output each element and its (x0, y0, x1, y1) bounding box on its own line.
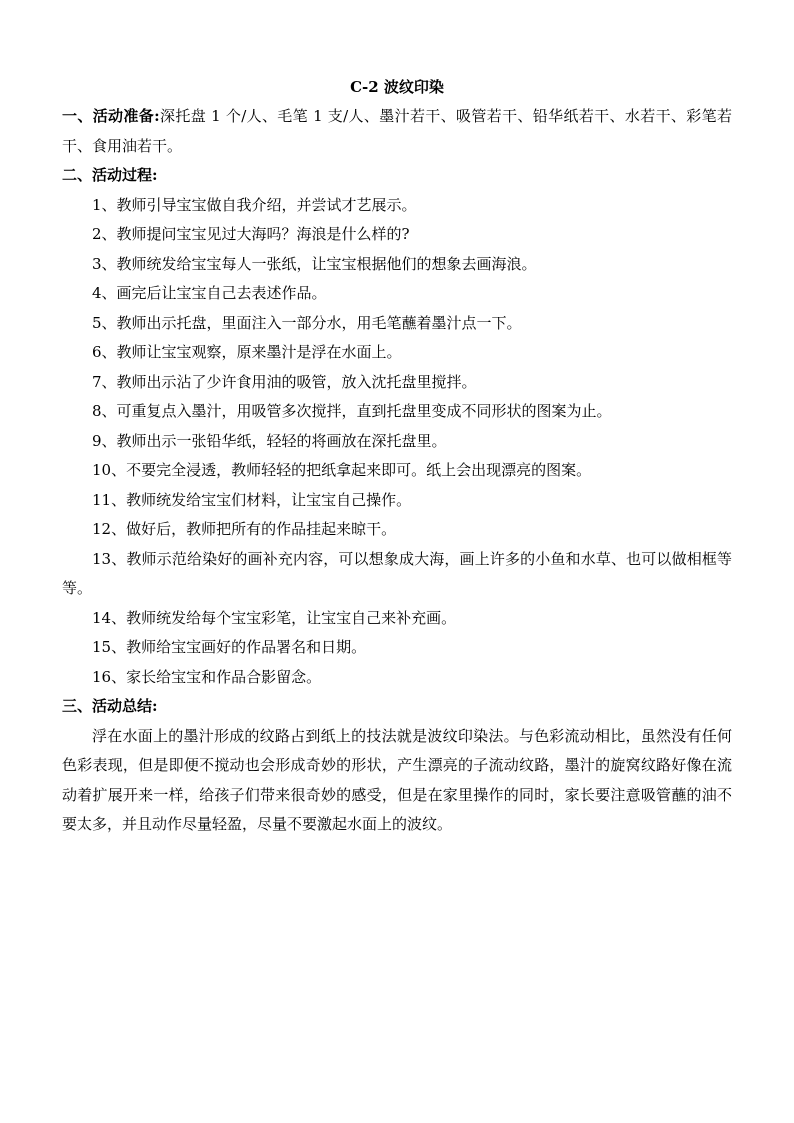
process-step: 12、做好后，教师把所有的作品挂起来晾干。 (92, 520, 397, 538)
preparation-paragraph (62, 102, 732, 161)
process-step: 15、教师给宝宝画好的作品署名和日期。 (92, 638, 367, 656)
process-step: 11、教师统发给宝宝们材料，让宝宝自己操作。 (92, 490, 412, 509)
process-steps-list (62, 191, 732, 693)
preparation-heading: 一、活动准备: (62, 107, 160, 125)
process-step: 16、家长给宝宝和作品合影留念。 (92, 667, 322, 686)
process-step: 14、教师统发给每个宝宝彩笔，让宝宝自己来补充画。 (92, 608, 457, 627)
process-step: 6、教师让宝宝观察，原来墨汁是浮在水面上。 (92, 343, 402, 361)
summary-paragraph: 浮在水面上的墨汁形成的纹路占到纸上的技法就是波纹印染法。与色彩流动相比，虽然没有任何色彩表现，但是即便不搅动也会形成奇妙的形状，产生漂亮的子流动纹路，墨汁的旋窝纹路好像在流动着扩展开来一样，给孩子们带来很奇妙的感受，但是在家里操作的同时，家长要注意吸管蘸的油不要太多，并且动作尽量轻盈，尽量不要激起水面上的波纹。 (62, 726, 732, 833)
process-step: 10、不要完全浸透，教师轻轻的把纸拿起来即可。纸上会出现漂亮的图案。 (92, 461, 592, 479)
document-page (62, 76, 732, 840)
process-step: 13、教师示范给染好的画补充内容，可以想象成大海，画上许多的小鱼和水草、也可以做相框等等。 (62, 549, 732, 597)
document-title: C-2 波纹印染 (350, 78, 444, 96)
summary-heading: 三、活动总结: (62, 697, 158, 715)
process-step: 3、教师统发给宝宝每人一张纸，让宝宝根据他们的想象去画海浪。 (92, 254, 537, 273)
preparation-text: 深托盘 1 个/人、毛笔 1 支/人、墨汁若干、吸管若干、铅华纸若干、水若干、彩笔若干、食用油若干。 (62, 107, 732, 155)
process-step: 1、教师引导宝宝做自我介绍，并尝试才艺展示。 (92, 195, 417, 214)
process-step: 8、可重复点入墨汁，用吸管多次搅拌，直到托盘里变成不同形状的图案为止。 (92, 402, 612, 420)
process-step: 9、教师出示一张铅华纸，轻轻的将画放在深托盘里。 (92, 431, 447, 450)
process-step: 5、教师出示托盘，里面注入一部分水，用毛笔蘸着墨汁点一下。 (92, 313, 522, 332)
process-step: 4、画完后让宝宝自己去表述作品。 (92, 284, 327, 302)
process-step: 7、教师出示沾了少许食用油的吸管，放入沈托盘里搅拌。 (92, 372, 477, 391)
process-step: 2、教师提问宝宝见过大海吗？海浪是什么样的? (92, 225, 410, 243)
process-heading: 二、活动过程: (62, 166, 158, 184)
